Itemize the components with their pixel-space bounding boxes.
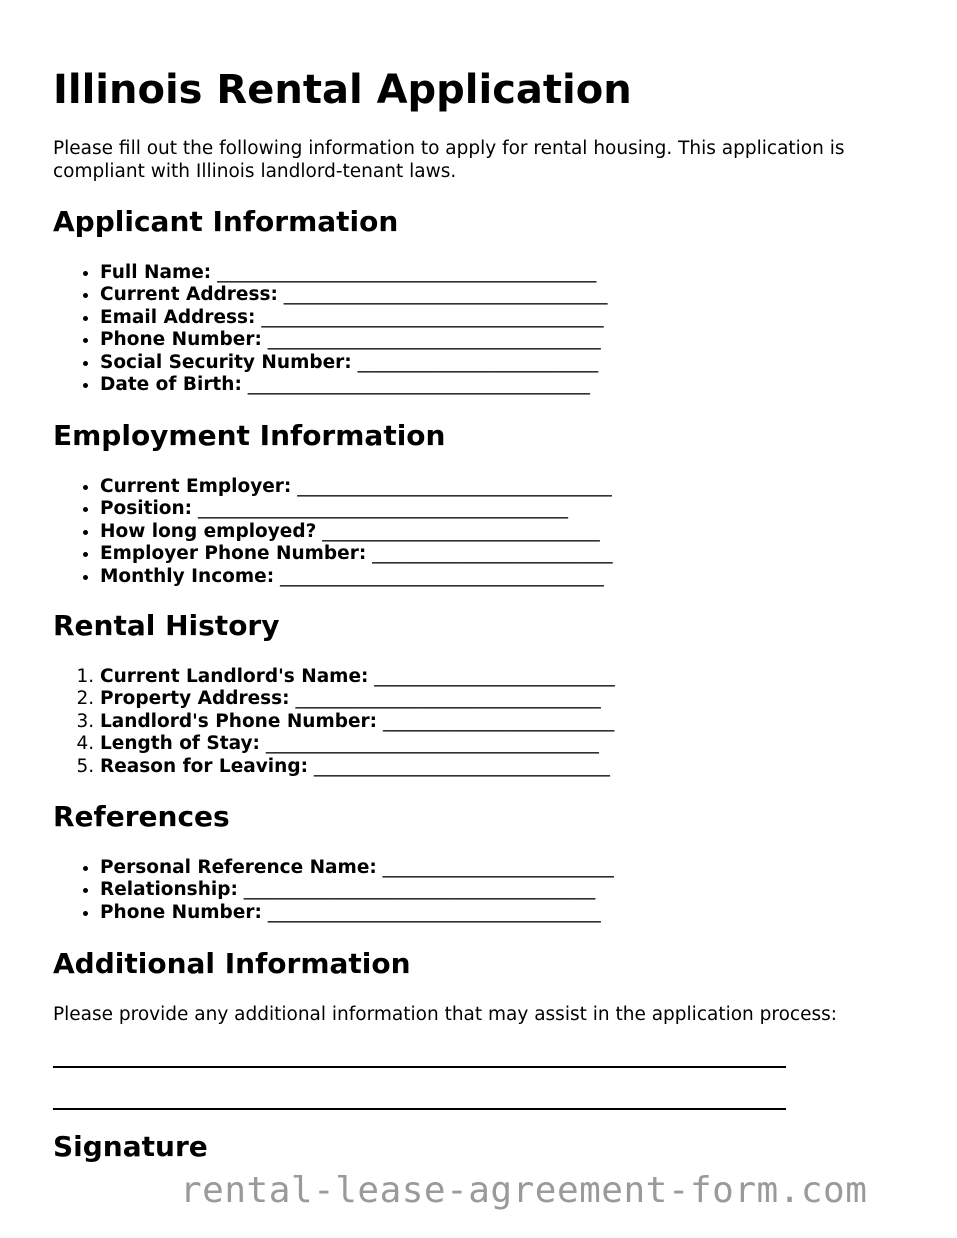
field-label: Email Address: bbox=[100, 306, 256, 328]
references-section-heading: References bbox=[53, 800, 230, 833]
rental-history-field-list bbox=[53, 666, 615, 778]
field-label: Position: bbox=[100, 498, 193, 520]
field-blank[interactable]: ___________________________________ bbox=[280, 565, 604, 587]
field-blank[interactable]: __________________________________ bbox=[297, 476, 612, 497]
field-relationship bbox=[100, 879, 614, 901]
field-property-address bbox=[100, 688, 615, 710]
field-label: Relationship: bbox=[100, 879, 238, 901]
field-label: Personal Reference Name: bbox=[100, 857, 377, 878]
field-blank[interactable]: __________________________ bbox=[357, 351, 599, 373]
field-label: Length of Stay: bbox=[100, 733, 260, 755]
field-blank[interactable]: ________________________________ bbox=[313, 755, 610, 777]
field-how-long-employed bbox=[100, 521, 613, 543]
field-blank[interactable]: ____________________________________ bbox=[267, 901, 601, 923]
field-reference-phone bbox=[100, 902, 614, 924]
field-label: Current Address: bbox=[100, 284, 278, 306]
page-title: Illinois Rental Application bbox=[53, 67, 632, 113]
field-employer-phone bbox=[100, 543, 613, 565]
field-label: Reason for Leaving: bbox=[100, 755, 308, 777]
field-blank[interactable]: ____________________________________ bbox=[265, 733, 599, 755]
field-current-employer bbox=[100, 476, 613, 498]
field-blank[interactable]: ________________________________________ bbox=[197, 498, 568, 520]
applicant-field-list bbox=[53, 262, 608, 396]
field-position bbox=[100, 498, 613, 520]
field-phone-number bbox=[100, 329, 608, 351]
field-label: Current Employer: bbox=[100, 476, 292, 497]
additional-info-prompt: Please provide any additional information that may assist in the application process: bbox=[53, 1004, 837, 1025]
field-blank[interactable]: _________________________________________ bbox=[217, 262, 597, 283]
field-blank[interactable]: ______________________________________ bbox=[243, 879, 596, 901]
field-landlord-phone bbox=[100, 711, 615, 733]
field-date-of-birth bbox=[100, 374, 608, 396]
field-label: Phone Number: bbox=[100, 901, 262, 923]
field-label: Full Name: bbox=[100, 262, 212, 283]
applicant-section-heading: Applicant Information bbox=[53, 205, 399, 238]
field-label: Landlord's Phone Number: bbox=[100, 710, 378, 732]
field-reason-for-leaving bbox=[100, 756, 615, 778]
field-blank[interactable]: _____________________________________ bbox=[247, 374, 590, 396]
field-email-address bbox=[100, 307, 608, 329]
field-landlord-name bbox=[100, 666, 615, 688]
field-label: Current Landlord's Name: bbox=[100, 666, 369, 687]
field-current-address bbox=[100, 284, 608, 306]
field-monthly-income bbox=[100, 566, 613, 588]
references-field-list bbox=[53, 857, 614, 924]
additional-info-line-1[interactable] bbox=[53, 1066, 786, 1068]
field-ssn bbox=[100, 352, 608, 374]
field-blank[interactable]: _________________________ bbox=[382, 857, 614, 878]
field-blank[interactable]: _________________________ bbox=[382, 710, 615, 732]
additional-section-heading: Additional Information bbox=[53, 947, 411, 980]
field-blank[interactable]: _________________________________ bbox=[295, 688, 601, 710]
field-label: Date of Birth: bbox=[100, 374, 242, 396]
field-blank[interactable]: ______________________________ bbox=[322, 520, 600, 542]
employment-field-list bbox=[53, 476, 613, 588]
additional-info-line-2[interactable] bbox=[53, 1108, 786, 1110]
field-label: Social Security Number: bbox=[100, 351, 352, 373]
field-blank[interactable]: __________________________ bbox=[374, 666, 615, 687]
field-label: Monthly Income: bbox=[100, 565, 275, 587]
field-blank[interactable]: ___________________________________ bbox=[283, 284, 608, 306]
field-label: Employer Phone Number: bbox=[100, 543, 367, 565]
field-blank[interactable]: _____________________________________ bbox=[261, 306, 604, 328]
signature-section-heading: Signature bbox=[53, 1130, 208, 1163]
field-reference-name bbox=[100, 857, 614, 879]
intro-paragraph: Please fill out the following information to apply for rental housing. This application is compliant with Illinois landlord-tenant laws. bbox=[53, 138, 845, 182]
field-label: How long employed? bbox=[100, 520, 317, 542]
site-watermark: rental-lease-agreement-form.com bbox=[180, 1170, 868, 1211]
field-blank[interactable]: ____________________________________ bbox=[267, 329, 601, 351]
employment-section-heading: Employment Information bbox=[53, 419, 446, 452]
field-label: Property Address: bbox=[100, 688, 290, 710]
field-length-of-stay bbox=[100, 733, 615, 755]
field-blank[interactable]: __________________________ bbox=[372, 543, 613, 565]
field-label: Phone Number: bbox=[100, 329, 262, 351]
rental-history-section-heading: Rental History bbox=[53, 609, 280, 642]
field-full-name bbox=[100, 262, 608, 284]
